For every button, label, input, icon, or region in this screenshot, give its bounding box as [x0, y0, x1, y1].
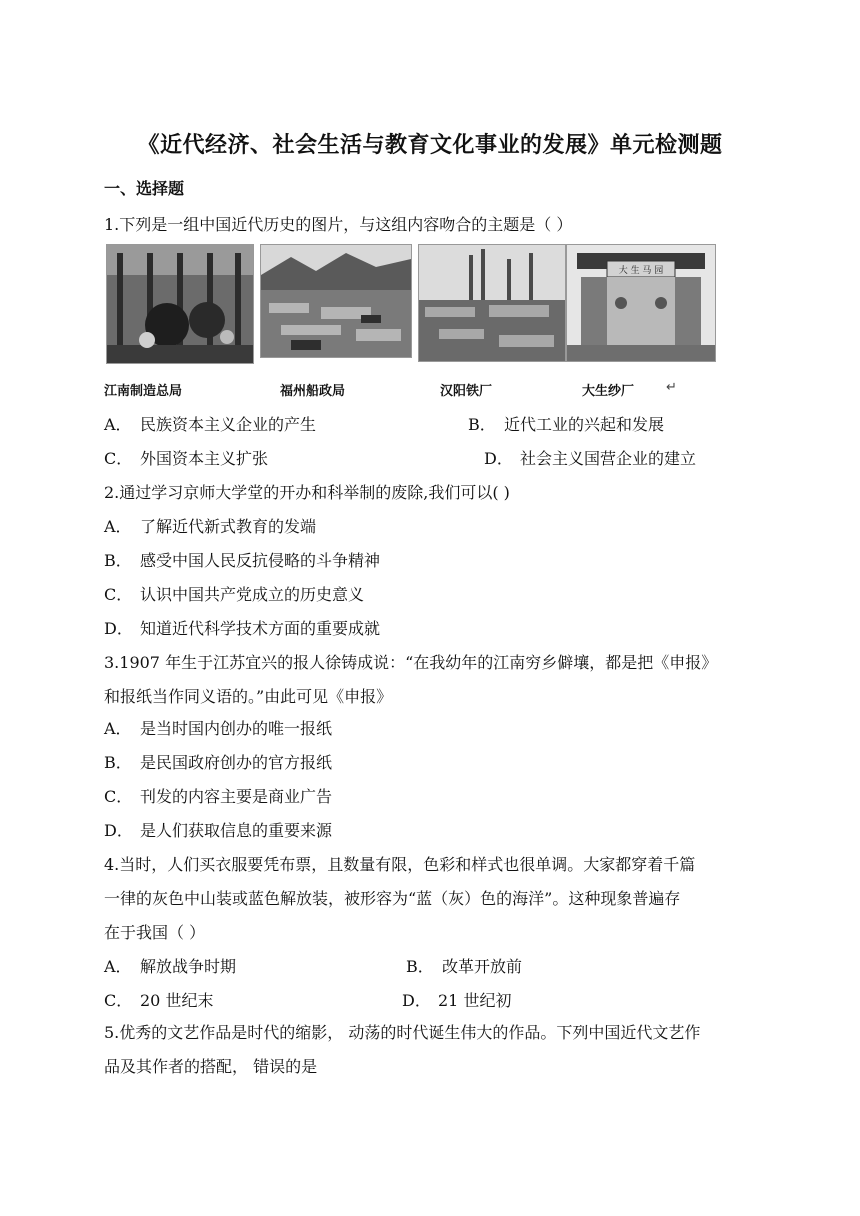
caption-jiangnan: 江南制造总局 [104, 384, 183, 399]
q5-stem-line1: 5.优秀的文艺作品是时代的缩影， 动荡的时代诞生伟大的作品。下列中国近代文艺作 [104, 1023, 701, 1042]
gate-plaque-text: 大 生 马 园 [618, 266, 664, 276]
q1-option-c: C． 外国资本主义扩张 [104, 449, 269, 468]
return-mark: ↵ [666, 380, 677, 395]
q4-option-b: B． 改革开放前 [406, 957, 523, 976]
q3-option-c: C． 刊发的内容主要是商业广告 [104, 787, 333, 806]
q3-option-b: B． 是民国政府创办的官方报纸 [104, 753, 333, 772]
q1-option-b: B． 近代工业的兴起和发展 [468, 415, 665, 434]
q3-option-d: D． 是人们获取信息的重要来源 [104, 821, 333, 840]
q4-option-d: D． 21 世纪初 [402, 991, 512, 1010]
caption-fuzhou: 福州船政局 [280, 384, 346, 399]
q3-stem-line1: 3.1907 年生于江苏宜兴的报人徐铸成说：“在我幼年的江南穷乡僻壤，都是把《申报》 [104, 653, 718, 672]
q4-stem-line3: 在于我国（ ） [104, 923, 206, 942]
photo-dasheng-mill-gate [566, 244, 716, 362]
section-heading: 一、选择题 [104, 179, 185, 198]
q2-option-d: D． 知道近代科学技术方面的重要成就 [104, 619, 381, 638]
q1-option-a: A． 民族资本主义企业的产生 [104, 415, 317, 434]
q2-stem: 2.通过学习京师大学堂的开办和科举制的废除,我们可以( ) [104, 483, 510, 502]
q1-photo-strip [104, 244, 724, 368]
q3-option-a: A． 是当时国内创办的唯一报纸 [104, 719, 333, 738]
photo-fuzhou-shipyard [260, 244, 412, 358]
photo-hanyang-ironworks [418, 244, 566, 362]
caption-hanyang: 汉阳铁厂 [440, 384, 493, 399]
q4-stem-line2: 一律的灰色中山装或蓝色解放装，被形容为“蓝（灰）色的海洋”。这种现象普遍存 [104, 889, 681, 908]
q2-option-b: B． 感受中国人民反抗侵略的斗争精神 [104, 551, 381, 570]
q4-option-a: A． 解放战争时期 [104, 957, 237, 976]
photo-jiangnan-arsenal [106, 244, 254, 364]
q1-option-d: D． 社会主义国营企业的建立 [484, 449, 697, 468]
caption-dasheng: 大生纱厂 [582, 384, 635, 399]
q1-stem: 1.下列是一组中国近代历史的图片，与这组内容吻合的主题是（ ） [104, 215, 573, 234]
page-title: 《近代经济、社会生活与教育文化事业的发展》单元检测题 [137, 133, 723, 158]
q2-option-c: C． 认识中国共产党成立的历史意义 [104, 585, 365, 604]
q3-stem-line2: 和报纸当作同义语的。”由此可见《申报》 [104, 687, 393, 706]
q5-stem-line2: 品及其作者的搭配， 错误的是 [104, 1057, 318, 1076]
q4-option-c: C． 20 世纪末 [104, 991, 214, 1010]
q4-stem-line1: 4.当时，人们买衣服要凭布票，且数量有限，色彩和样式也很单调。大家都穿着千篇 [104, 855, 696, 874]
q2-option-a: A． 了解近代新式教育的发端 [104, 517, 317, 536]
q1-photo-captions [104, 380, 724, 402]
